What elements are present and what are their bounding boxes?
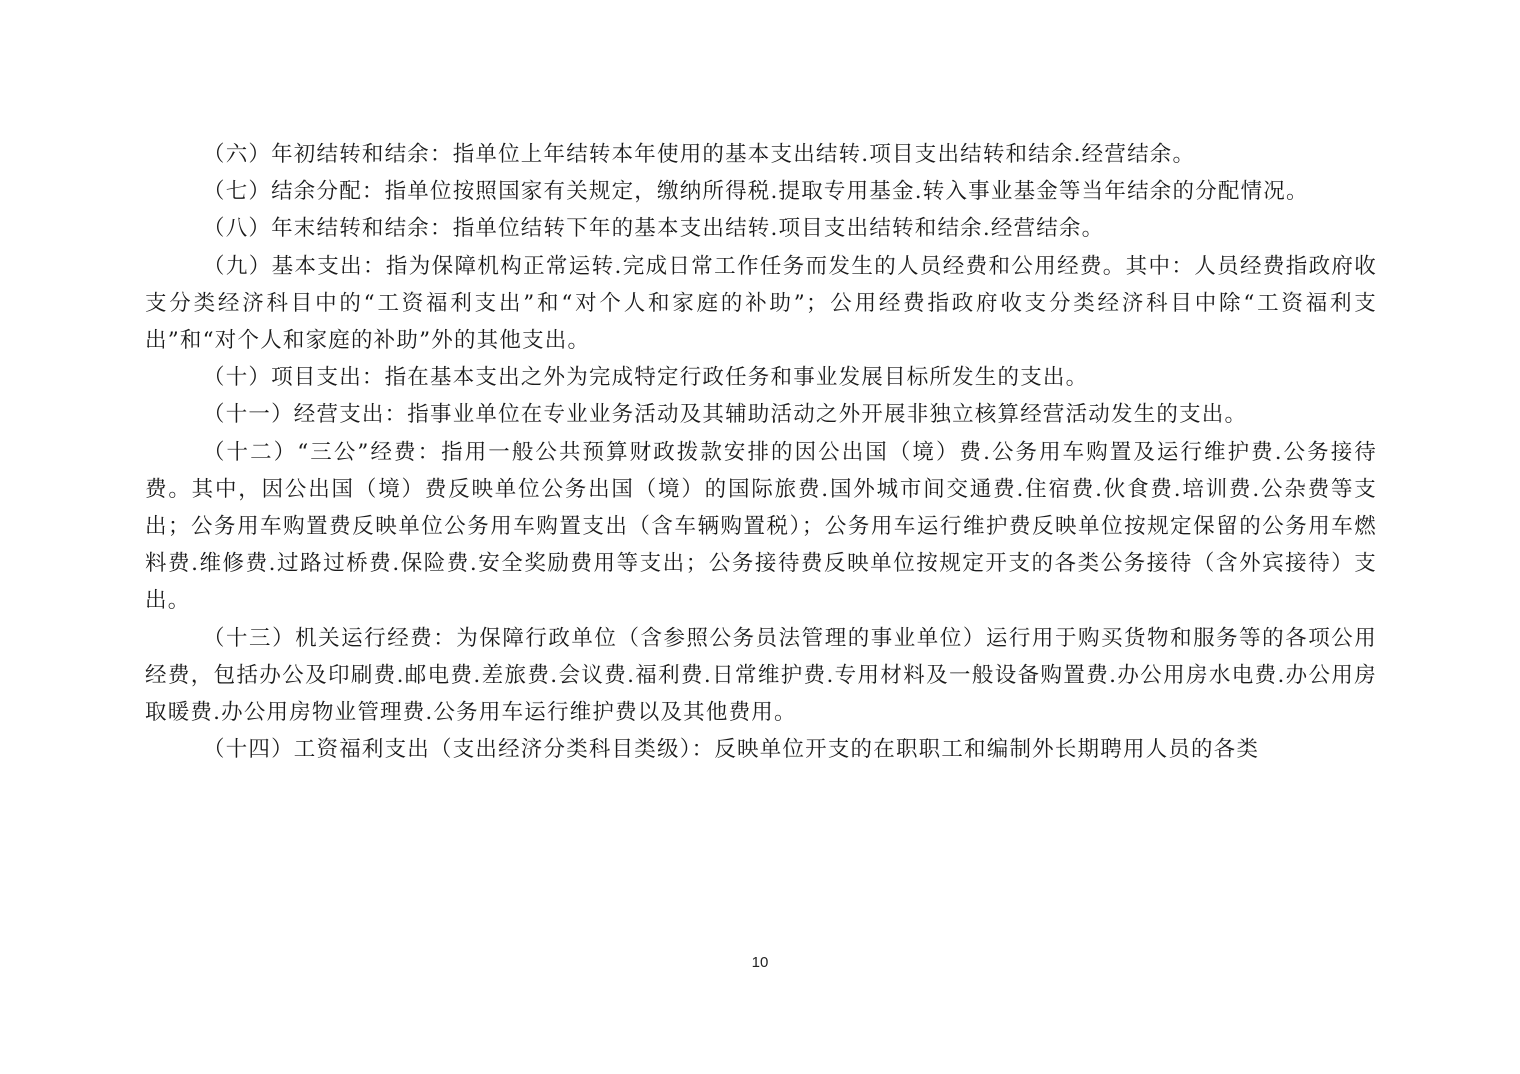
document-body xyxy=(145,136,1377,768)
paragraph-operating-expenditure: （十一）经营支出：指事业单位在专业业务活动及其辅助活动之外开展非独立核算经营活动发生的支出。 xyxy=(203,402,1248,428)
paragraph-year-end-carryover: （八）年末结转和结余：指单位结转下年的基本支出结转.项目支出结转和结余.经营结余。 xyxy=(203,216,1105,242)
paragraph-project-expenditure: （十）项目支出：指在基本支出之外为完成特定行政任务和事业发展目标所发生的支出。 xyxy=(203,365,1089,391)
paragraph-surplus-distribution: （七）结余分配：指单位按照国家有关规定，缴纳所得税.提取专用基金.转入事业基金等当年结余的分配情况。 xyxy=(203,179,1309,205)
page-number: 10 xyxy=(751,954,769,971)
paragraph-agency-operating-costs: （十三）机关运行经费：为保障行政单位（含参照公务员法管理的事业单位）运行用于购买货物和服务等的各项公用经费，包括办公及印刷费.邮电费.差旅费.会议费.福利费.日常维护费.专用材料及一般设备购置费.办公用房水电费.办公用房取暖费.办公用房物业管理费.公务用车运行维护费以及其他费用。 xyxy=(145,625,1377,726)
paragraph-basic-expenditure: （九）基本支出：指为保障机构正常运转.完成日常工作任务而发生的人员经费和公用经费。其中：人员经费指政府收支分类经济科目中的“工资福利支出”和“对个人和家庭的补助”；公用经费指政府收支分类经济科目中除“工资福利支出”和“对个人和家庭的补助”外的其他支出。 xyxy=(145,253,1377,354)
paragraph-year-start-carryover: （六）年初结转和结余：指单位上年结转本年使用的基本支出结转.项目支出结转和结余.经营结余。 xyxy=(203,142,1196,167)
paragraph-three-public-expenses: （十二）“三公”经费：指用一般公共预算财政拨款安排的因公出国（境）费.公务用车购置及运行维护费.公务接待费。其中，因公出国（境）费反映单位公务出国（境）的国际旅费.国外城市间交通费.住宿费.伙食费.培训费.公杂费等支出；公务用车购置费反映单位公务用车购置支出（含车辆购置税）；公务用车运行维护费反映单位按规定保留的公务用车燃料费.维修费.过路过桥费.保险费.安全奖励费用等支出；公务接待费反映单位按规定开支的各类公务接待（含外宾接待）支出。 xyxy=(145,439,1377,614)
paragraph-wages-welfare: （十四）工资福利支出（支出经济分类科目类级）：反映单位开支的在职职工和编制外长期聘用人员的各类 xyxy=(203,737,1260,763)
